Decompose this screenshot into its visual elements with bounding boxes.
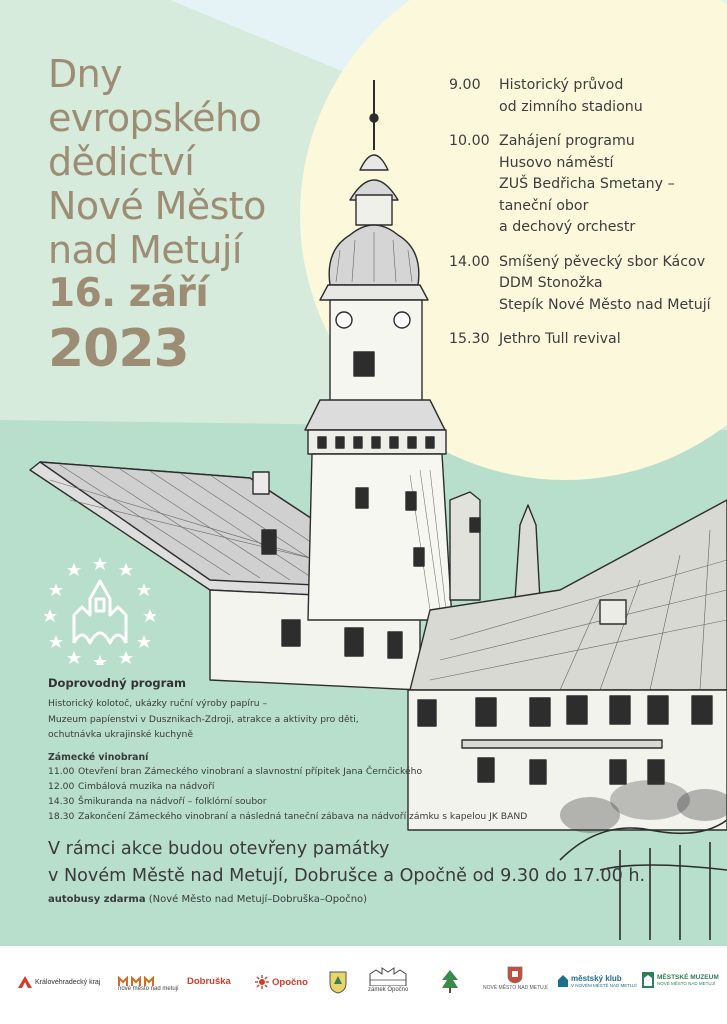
sponsor-muzeum-name: MĚSTSKÉ MUZEUM	[657, 974, 719, 981]
event-year: 2023	[48, 319, 189, 379]
title-line: evropského	[48, 96, 262, 140]
coat-of-arms-icon	[328, 970, 348, 994]
wine-time: 18.30	[48, 810, 75, 822]
schedule-line: taneční obor	[499, 197, 589, 214]
event-title	[48, 52, 266, 380]
wine-item	[48, 779, 478, 794]
side-program-line: ochutnávka ukrajinské kuchyně	[48, 729, 193, 740]
side-program-line: Historický kolotoč, ukázky ruční výroby papíru –	[48, 698, 268, 709]
free-bus-route: (Nové Město nad Metují–Dobruška–Opočno)	[145, 894, 368, 905]
schedule-line: Stepík Nové Město nad Metují	[499, 296, 711, 313]
schedule-line: DDM Stonožka	[499, 275, 603, 291]
wine-time: 14.30	[48, 795, 75, 807]
title-line: Nové Město	[48, 184, 266, 228]
schedule-line: a dechový orchestr	[499, 219, 636, 235]
mmm-logo-icon	[118, 976, 158, 986]
title-line: nad Metují	[48, 228, 242, 272]
main-schedule	[449, 75, 719, 364]
kraj-flag-icon	[18, 976, 32, 988]
open-monuments-line: V rámci akce budou otevřeny památky	[48, 839, 390, 859]
sponsor-nmnm	[118, 976, 179, 992]
sponsor-mestsky-klub-name: městský klub	[571, 974, 622, 983]
schedule-line: od zimního stadionu	[499, 98, 643, 115]
wine-heading: Zámecké vinobraní	[48, 751, 149, 763]
wine-text: Šmikuranda na nádvoří – folklórní soubor	[78, 795, 267, 807]
sponsor-zamek-opocno	[368, 966, 408, 993]
title-line: Dny	[48, 52, 123, 96]
side-program-line: Muzeum papíenstvi v Dusznikach-Zdroji, atrakce a aktivity pro děti,	[48, 713, 359, 725]
sponsor-kraj-name: Královéhradecký kraj	[35, 978, 101, 986]
schedule-line: Zahájení programu	[499, 133, 635, 149]
european-heritage-days-logo-icon	[44, 555, 156, 665]
schedule-item	[449, 131, 719, 239]
sponsor-city-name: NOVÉ MĚSTO NAD METUJÍ	[483, 985, 548, 991]
schedule-line: ZUŠ Bedřicha Smetany –	[499, 176, 675, 192]
wine-text: Cimbálová muzika na nádvoří	[78, 780, 215, 792]
wine-item	[48, 794, 478, 809]
side-program	[48, 676, 528, 824]
wine-item	[48, 809, 528, 824]
sponsor-opocno	[255, 975, 308, 989]
schedule-time: 15.30	[449, 331, 490, 347]
schedule-time: 14.00	[449, 253, 490, 270]
sponsor-tree	[441, 970, 459, 994]
sponsor-nmnm-name: nové město nad metují	[118, 986, 179, 992]
event-date: 16. září	[48, 271, 209, 316]
sponsor-zamek-opocno-name: zámek Opočno	[368, 987, 409, 993]
schedule-text	[499, 75, 643, 118]
schedule-line: Husovo náměstí	[499, 154, 614, 171]
sponsor-muzeum-sub: NOVÉ MĚSTO NAD METUJÍ	[657, 981, 716, 986]
side-program-heading: Doprovodný program	[48, 676, 187, 690]
sponsor-opocno-name: Opočno	[272, 976, 308, 988]
sponsor-city	[483, 966, 548, 991]
city-crest-icon	[507, 966, 523, 984]
schedule-line: Smíšený pěvecký sbor Kácov	[499, 253, 706, 270]
sponsor-footer	[0, 946, 727, 1024]
schedule-text	[499, 329, 621, 351]
tree-icon	[441, 970, 459, 994]
schedule-time: 10.00	[449, 133, 490, 149]
club-house-icon	[558, 975, 568, 987]
schedule-item	[449, 75, 719, 118]
free-bus-label: autobusy zdarma	[48, 894, 146, 905]
schedule-text	[499, 252, 711, 317]
schedule-line: Jethro Tull revival	[499, 331, 621, 347]
museum-emblem-icon	[642, 972, 654, 988]
wine-text: Otevření bran Zámeckého vinobraní a slavnostní přípitek Jana Černčického	[78, 765, 423, 777]
sponsor-mestsky-klub	[558, 974, 637, 988]
wine-item	[48, 764, 478, 779]
schedule-item	[449, 329, 719, 351]
schedule-time: 9.00	[449, 77, 481, 93]
wine-time: 11.00	[48, 765, 75, 777]
sponsor-mestsky-klub-sub: V NOVÉM MĚSTĚ NAD METUJÍ	[571, 983, 637, 988]
open-monuments-note	[48, 836, 645, 890]
sun-emblem-icon	[255, 975, 269, 989]
castle-drawing-icon	[368, 966, 408, 986]
sponsor-dobruska-name: Dobruška	[187, 976, 231, 987]
sponsor-kraj	[18, 976, 100, 988]
schedule-line: Historický průvod	[499, 77, 624, 93]
schedule-text	[499, 131, 675, 239]
free-bus-note	[48, 894, 367, 905]
schedule-item	[449, 252, 719, 317]
title-line: dědictví	[48, 140, 195, 184]
wine-text: Zakončení Zámeckého vinobraní a následná taneční zábava na nádvoří zámku s kapelou JK BAND	[78, 810, 528, 822]
sponsor-crest	[328, 970, 348, 994]
sponsor-muzeum	[642, 972, 719, 988]
sponsor-dobruska	[187, 976, 231, 987]
open-monuments-line: v Novém Městě nad Metují, Dobrušce a Opočně od 9.30 do 17.00 h.	[48, 866, 646, 886]
wine-time: 12.00	[48, 780, 75, 792]
